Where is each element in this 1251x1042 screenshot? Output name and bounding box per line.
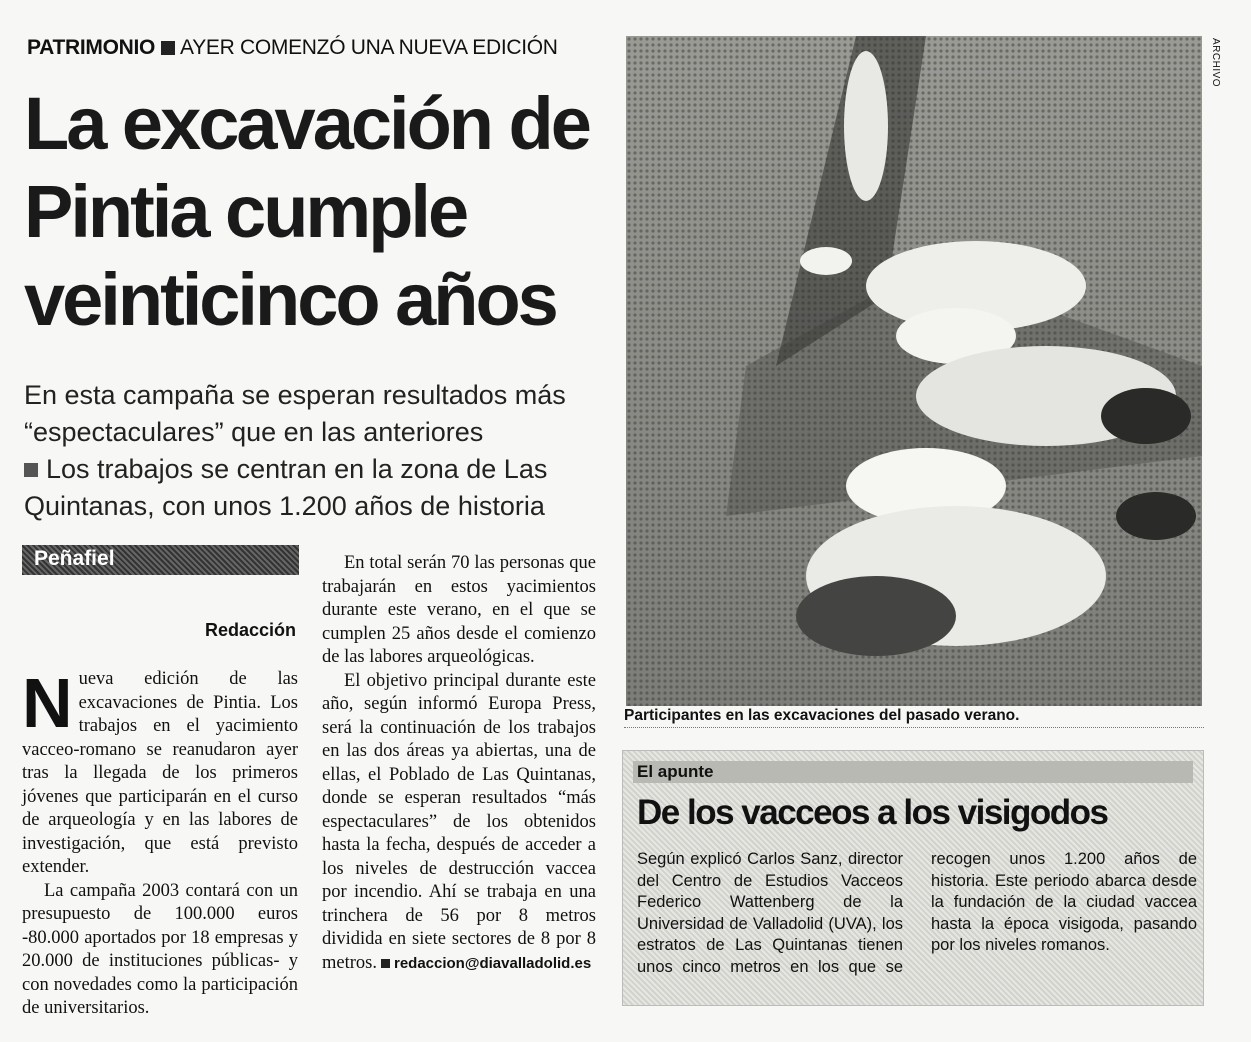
sidebar-label: El apunte	[633, 761, 1193, 783]
subheadline	[24, 377, 604, 525]
photo-credit: ARCHIVO	[1210, 38, 1221, 88]
square-bullet-icon	[24, 463, 38, 477]
drop-cap: N	[22, 664, 73, 742]
section-label: PATRIMONIO	[27, 36, 156, 59]
sidebar-box	[622, 750, 1204, 1006]
location-tag	[22, 545, 299, 575]
sidebar-title: De los vacceos a los visigodos	[637, 793, 1108, 832]
paragraph-1-text: ueva edición de las excavaciones de Pintia. Los trabajos en el yacimiento vacceo-romano se reanudaron ayer tras la llegada de los primeros jóvenes que participarán en el curso de arqueología y en las labores de investigación, que está previsto extender.	[22, 669, 298, 877]
square-bullet-icon	[381, 959, 390, 968]
subhead-line-1: En esta campaña se esperan resultados más “espectaculares” que en las anteriores	[24, 380, 566, 447]
subhead-line-2	[24, 451, 604, 525]
author-email: redaccion@diavalladolid.es	[393, 954, 592, 972]
article-column-2	[322, 552, 596, 975]
location-label: Peñafiel	[34, 547, 115, 570]
paragraph-4	[322, 670, 596, 976]
sidebar-text: Según explicó Carlos Sanz, director del Centro de Estudios Vacceos Federico Wattenberg de la Universidad de Valladolid (UVA), los estratos de Las Quintanas tienen unos cinco metros en los que se recogen unos 1.200 años de historia. Este periodo abarca desde la fundación de la ciudad vaccea hasta la época visigoda, pasando por los niveles romanos.	[637, 850, 1197, 976]
photo-image	[626, 36, 1202, 706]
photo-caption: Participantes en las excavaciones del pasado verano.	[624, 707, 1204, 728]
paragraph-2: La campaña 2003 contará con un presupuesto de 100.000 euros -80.000 aportados por 18 empresas y 20.000 de instituciones públicas- y con novedades como la participación de universitarios.	[22, 880, 298, 1018]
paragraph-4-text: El objetivo principal durante este año, según informó Europa Press, será la continuación de los trabajos en las dos áreas ya abiertas, una de ellas, el Poblado de Las Quintanas, donde se esperan resultados “más espectaculares” de los obtenidos hasta la fecha, después de acceder a los niveles de destrucción vaccea por incendio. Ahí se trabaja en una trinchera de 56 por 8 metros dividida en siete sectores de 8 por 8 metros.	[322, 670, 596, 973]
kicker	[27, 36, 587, 60]
square-bullet-icon	[161, 41, 175, 55]
kicker-topic: AYER COMENZÓ UNA NUEVA EDICIÓN	[180, 36, 558, 59]
paragraph-3: En total serán 70 las personas que trabajarán en estos yacimientos durante este verano, en el que se cumplen 25 años desde el comienzo de las labores arqueológicas.	[322, 553, 596, 667]
excavation-photo	[626, 36, 1202, 706]
byline: Redacción	[204, 620, 296, 640]
headline: La excavación de Pintia cumple veinticinco años	[24, 82, 589, 341]
subhead-line-2-text: Los trabajos se centran en la zona de Las Quintanas, con unos 1.200 años de historia	[24, 454, 548, 521]
article-column-1	[22, 664, 298, 1021]
paragraph-1	[22, 664, 298, 880]
